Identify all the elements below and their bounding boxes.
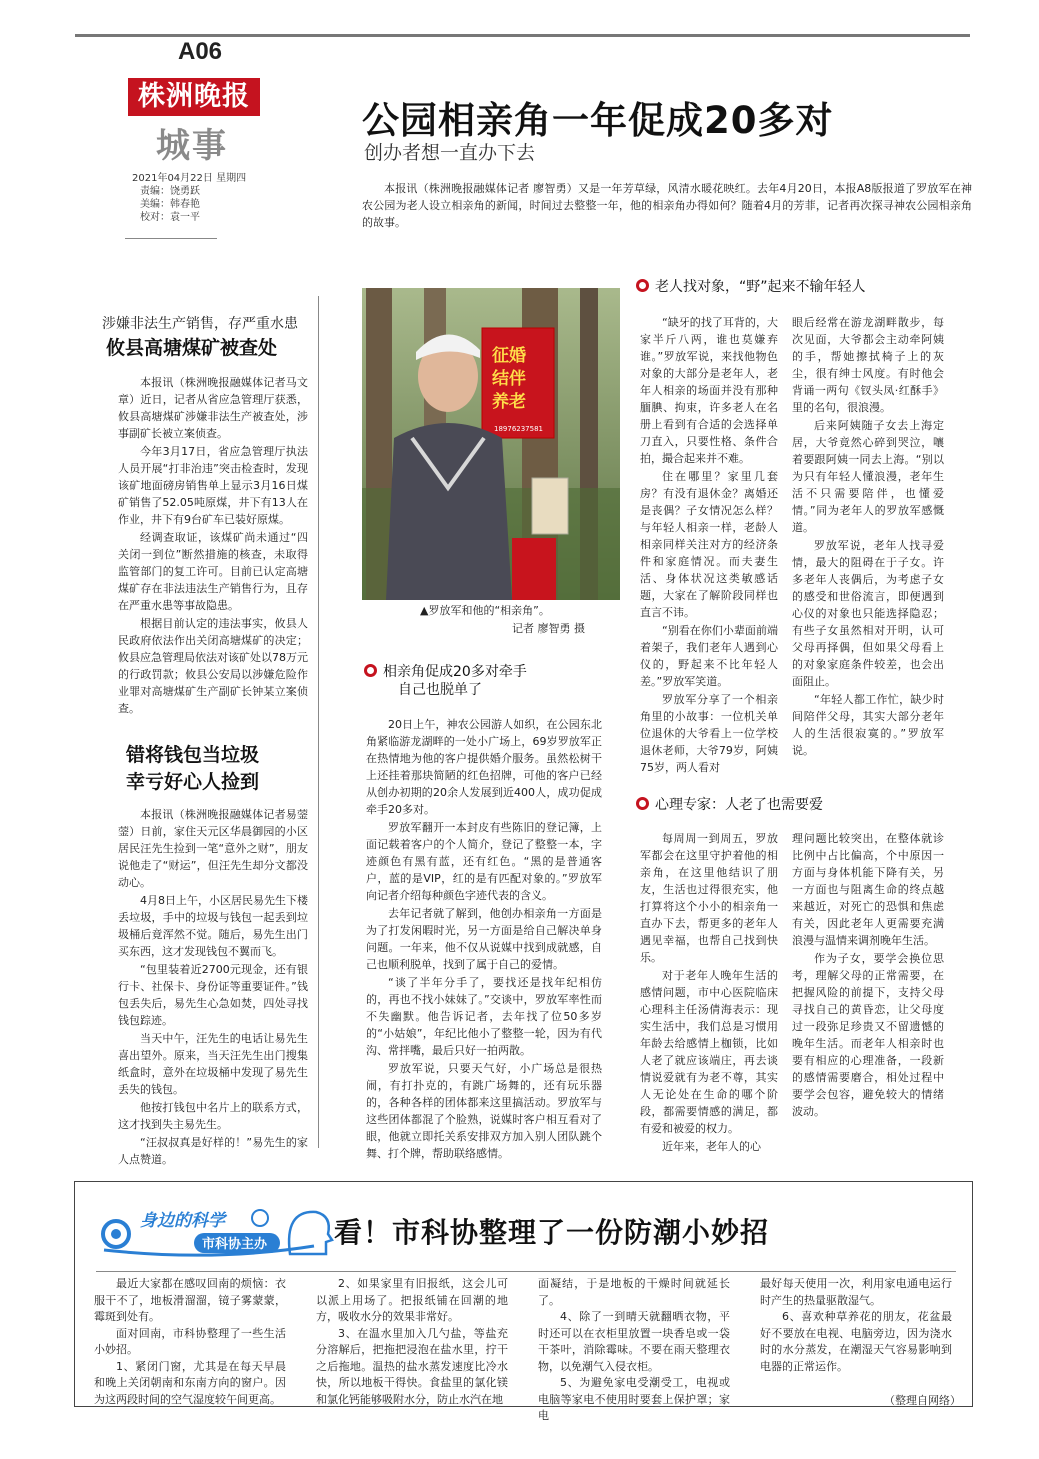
- sign-line-2: 结伴: [492, 369, 526, 389]
- news-photo: [362, 288, 620, 600]
- sec2-heading: [636, 278, 866, 296]
- sec3-col2: [792, 830, 944, 1121]
- science-col2: [316, 1276, 508, 1408]
- paragraph: 4、除了一到晴天就翻晒衣物，平时还可以在衣柜里放置一块香皂或一袋干茶叶，消除霉味。不要在雨天整理衣物，以免潮气入侵衣柜。: [538, 1310, 730, 1373]
- bullet-circle-icon: [364, 664, 377, 677]
- proofreader-line: 校对：袁一平: [140, 212, 200, 223]
- paragraph: 对于老年人晚年生活的感情问题，市中心医院临床心理科主任汤倩海表示：现实生活中，我们总是习惯用年龄去给感情上枷锁，比如人老了就应该端庄，再去谈情说爱就有为老不尊，其实人无论处在生命的哪个阶段，都需要情感的满足，都有爱和被爱的权力。: [640, 969, 778, 1135]
- paragraph: 本报讯（株洲晚报融媒体记者马文章）近日，记者从省应急管理厅获悉，攸县高塘煤矿涉嫌非法生产被查处，涉事副矿长被立案侦查。: [118, 376, 308, 440]
- paragraph: 5、为避免家电受潮受工，电视或电脑等家电不使用时要套上保护罩；家电: [538, 1376, 730, 1422]
- paragraph: “缺牙的找了耳背的，大家半斤八两，谁也莫嫌弃谁。”罗放军说，来找他物色对象的大部分是老年人，老年人相亲的场面并没有那种腼腆、拘束，许多老人在名册上看到有合适的会选择单刀直入，只要性格、条件合拍，撮合起来并不难。: [640, 316, 778, 465]
- paragraph: 经调查取证，该煤矿尚未通过“四关闭一到位”断然措施的核查，未取得监管部门的复工许可。目前已认定高塘煤矿存在非法违法生产销售行为，且存在严重水患等事故隐患。: [118, 531, 308, 612]
- science-col1: [94, 1276, 286, 1408]
- paragraph: 罗放军说，老年人找寻爱情，最大的阻碍在于子女。许多老年人丧偶后，为考虑子女的感受和世俗流言，即便遇到心仪的对象也只能选择隐忍；有些子女虽然相对开明，认可父母再择偶，但如果父母看上的对象家庭条件较差，也会出面阻止。: [792, 539, 944, 688]
- side2-title-line2: 幸亏好心人捡到: [126, 771, 260, 793]
- issue-meta: [132, 172, 246, 224]
- paragraph: 他按打钱包中名片上的联系方式，这才找到失主易先生。: [118, 1101, 308, 1131]
- paragraph: “包里装着近2700元现金，还有银行卡、社保卡、身份证等重要证件。”钱包丢失后，易先生心急如焚，四处寻找钱包踪迹。: [118, 963, 308, 1027]
- section-title: 城事: [156, 126, 228, 166]
- sec1-title-line2: 自己也脱单了: [398, 682, 482, 698]
- main-lead: 本报讯（株洲晚报融媒体记者 廖智勇）又是一年芳草绿，风清水暖花映红。去年4月20日，本报A8版报道了罗放军在神农公园为老人设立相亲角的新闻，时间过去整整一年，他的相亲角办得如何？随着4月的芳菲，记者再次探寻神农公园相亲角的故事。: [362, 182, 972, 229]
- photo-caption: ▲罗放军和他的“相亲角”。: [420, 604, 550, 617]
- paragraph: 罗放军翻开一本封皮有些陈旧的登记簿，上面记载着客户的个人简介，登记了整整一本，字迹颜色有黑有蓝，还有红色。“黑的是普通客户，蓝的是VIP，红的是有匹配对象的。”罗放军向记者介绍每种颜色字迹代表的含义。: [366, 821, 602, 902]
- paragraph: 当天中午，汪先生的电话让易先生喜出望外。原来，当天汪先生出门搜集纸盒时，意外在垃圾桶中发现了易先生丢失的钱包。: [118, 1032, 308, 1096]
- science-col3: [538, 1276, 730, 1425]
- paragraph: 4月8日上午，小区居民易先生下楼丢垃圾，手中的垃圾与钱包一起丢到垃圾桶后竟浑然不觉。随后，易先生出门买东西，这才发现钱包不翼而飞。: [118, 894, 308, 958]
- paragraph: “别看在你们小辈面前端着架子，我们老年人遇到心仪的，野起来不比年轻人差。”罗放军笑道。: [640, 624, 778, 688]
- editor-line: 责编：饶勇跃: [140, 186, 200, 197]
- paragraph: “年轻人都工作忙，缺少时间陪伴父母，其实大部分老年人的生活很寂寞的。”罗放军说。: [792, 693, 944, 757]
- side1-title: 攸县高塘煤矿被查处: [106, 337, 278, 359]
- science-logo-top: 身边的科学: [140, 1211, 225, 1231]
- sec3-heading: [636, 796, 823, 814]
- designer-line: 美编：韩春艳: [140, 199, 200, 210]
- paragraph: 理问题比较突出，在整体就诊比例中占比偏高，个中原因一方面与身体机能下降有关，另一方面也与阻离生命的终点越来越近，对死亡的恐惧和焦虑有关，因此老年人更需要充满浪漫与温情来调剂晚年生活。: [792, 832, 944, 947]
- paragraph: 最近大家都在感叹回南的烦恼：衣服干不了，地板滑溜溜，镜子雾蒙蒙，霉斑到处有。: [94, 1277, 286, 1323]
- paragraph: 面凝结，于是地板的干燥时间就延长了。: [538, 1277, 730, 1307]
- issue-date: 2021年04月22日 星期四: [132, 173, 247, 184]
- side2-title-line1: 错将钱包当垃圾: [126, 744, 260, 766]
- sec2-title: 老人找对象，“野”起来不输年轻人: [655, 279, 866, 295]
- paragraph: 今年3月17日，省应急管理厅执法人员开展“打非治违”突击检查时，发现该矿地面磅房销售单上显示3月16日煤矿销售了52.05吨原煤，井下有13人在作业，井下有9台矿车已装好原煤。: [118, 445, 308, 526]
- paragraph: 作为子女，要学会换位思考，理解父母的正常需要，在把握风险的前提下，支持父母寻找自己的黄昏恋，让父母度过一段弥足珍贵又不留遗憾的晚年生活。而老年人相亲时也要有相应的心理准备，一段新的感情需要磨合，相处过程中要学会包容，避免较大的情绪波动。: [792, 952, 944, 1118]
- paragraph: 住在哪里？家里几套房？有没有退休金？离婚还是丧偶？子女情况怎么样？与年轻人相亲一样，老龄人相亲同样关注对方的经济条件和家庭情况。而夫妻生活、身体状况这类敏感话题，大家在了解阶段同样也直言不讳。: [640, 470, 778, 619]
- sign-line-1: 征婚: [492, 346, 526, 366]
- sec1-body: [366, 716, 602, 1163]
- science-title: 看！市科协整理了一份防潮小妙招: [334, 1216, 770, 1249]
- page-number: A06: [178, 38, 223, 65]
- science-column-logo: [94, 1200, 334, 1262]
- paragraph: 每周周一到周五，罗放军都会在这里守护着他的相亲角，在这里他结识了朋友，生活也过得很充实，他打算将这个小小的相亲角一直办下去，帮更多的老年人遇见幸福，也帮自己找到快乐。: [640, 832, 778, 964]
- sec3-title: 心理专家：人老了也需要爱: [655, 797, 823, 813]
- bullet-circle-icon: [636, 279, 649, 292]
- paragraph: “汪叔叔真是好样的！”易先生的家人点赞道。: [118, 1136, 308, 1166]
- paragraph: 20日上午，神农公园游人如织，在公园东北角紧临游龙湖畔的一处小广场上，69岁罗放军正在热情地为他的客户提供婚介服务。虽然松树干上还挂着那块简陋的红色招牌，可他的客户已经从创办初期的20余人发展到近400人，成功促成牵手20多对。: [366, 718, 602, 816]
- column-divider: [318, 296, 319, 1148]
- bullet-circle-icon: [636, 797, 649, 810]
- meta-rule: [125, 238, 217, 239]
- paragraph: 罗放军分享了一个相亲角里的小故事：一位机关单位退休的大爷看上一位学校退休老师，大爷79岁，阿姨75岁，两人看对: [640, 693, 778, 774]
- paragraph: 后来阿姨随子女去上海定居，大爷竟然心碎到哭泣，嚷着要跟阿姨一同去上海。“别以为只有年轻人懂浪漫，老年生活不只需要陪伴，也懂爱情。”同为老年人的罗放军感慨道。: [792, 419, 944, 534]
- side1-kicker: 涉嫌非法生产销售，存严重水患: [102, 316, 298, 332]
- sign-phone: 18976237581: [494, 425, 543, 433]
- paragraph: 6、喜欢种草养花的朋友，花盆最好不要放在电视、电脑旁边，因为浇水时的水分蒸发，在潮湿天气容易影响到电器的正常运作。: [760, 1310, 952, 1373]
- sec1-title-line1: 相亲角促成20多对牵手: [383, 664, 527, 680]
- newspaper-logo: 株洲晚报: [128, 78, 260, 116]
- photo-illustration: [362, 288, 620, 600]
- paragraph: 2、如果家里有旧报纸，这会儿可以派上用场了。把报纸铺在回潮的地方，吸收水分的效果非常好。: [316, 1277, 508, 1323]
- sec2-col1: [640, 314, 778, 777]
- paragraph: 最好每天使用一次，利用家电通电运行时产生的热量驱散湿气。: [760, 1277, 952, 1307]
- main-headline: 公园相亲角一年促成20多对: [362, 99, 834, 142]
- side2-body: [118, 806, 308, 1169]
- sec3-col1: [640, 830, 778, 1156]
- paragraph: 近年来，老年人的心: [662, 1140, 761, 1153]
- paragraph: 3、在温水里加入几勺盐，等盐充分溶解后，把拖把浸泡在盐水里，拧干之后拖地。温热的盐水蒸发速度比冷水快，所以地板干得快。食盐里的氯化镁和氯化钙能够吸附水分，防止水汽在地: [316, 1326, 508, 1406]
- paragraph: 本报讯（株洲晚报融媒体记者易蓥蓥）日前，家住天元区华晨御园的小区居民汪先生捡到一笔“意外之财”，朋友说他走了“财运”，但汪先生却分文都没动心。: [118, 808, 308, 889]
- paragraph: 去年记者就了解到，他创办相亲角一方面是为了打发闲暇时光，另一方面是给自己解决单身问题。一年来，他不仅从说媒中找到成就感，自己也顺利脱单，找到了属于自己的爱情。: [366, 907, 602, 971]
- photo-credit: 记者 廖智勇 摄: [512, 622, 585, 635]
- science-logo-bottom: 市科协主办: [202, 1237, 268, 1252]
- paragraph: 1、紧闭门窗，尤其是在每天早晨和晚上关闭朝南和东南方向的窗户。因为这两段时间的空气湿度较午间更高。: [94, 1359, 286, 1406]
- paragraph: 罗放军说，只要天气好，小广场总是很热闹，有打扑克的，有跳广场舞的，还有玩乐器的，各种各样的团体都来这里搞活动。罗放军与这些团体都混了个脸熟，说媒时客户相互看对了眼，他就立即托关系安排双方加入别人团队跳个舞、打个牌，帮助联络感情。: [366, 1062, 602, 1160]
- sec1-heading: [364, 663, 527, 699]
- bulb-icon: [252, 1210, 268, 1226]
- science-credit: （整理自网络）: [884, 1394, 961, 1407]
- main-subhead: 创办者想一直办下去: [364, 142, 536, 164]
- science-rule: [96, 1271, 956, 1272]
- paragraph: “谈了半年分手了，要找还是找年纪相仿的，再也不找小妹妹了。”交谈中，罗放军率性而不失幽默。他告诉记者，去年找了位50多岁的“小姑娘”，年纪比他小了整整一轮，因为有代沟、常拌嘴，最后只好一拍两散。: [366, 976, 602, 1057]
- paragraph: 眼后经常在游龙湖畔散步，每次见面，大爷都会主动牵阿姨的手，帮她擦拭椅子上的灰尘，很有绅士风度。有时他会背诵一两句《钗头凤·红酥手》里的名句，很浪漫。: [792, 316, 944, 414]
- science-col4: [760, 1276, 952, 1375]
- paragraph: 面对回南，市科协整理了一些生活小妙招。: [94, 1326, 286, 1356]
- sec2-col2: [792, 314, 944, 760]
- sign-line-3: 养老: [492, 392, 526, 412]
- side1-body: [118, 374, 308, 718]
- paragraph: 根据目前认定的违法事实，攸县人民政府依法作出关闭高塘煤矿的决定；攸县应急管理局依法对该矿处以78万元的行政罚款；攸县公安局以涉嫌危险作业罪对高塘煤矿生产副矿长钟某立案侦查。: [118, 617, 308, 715]
